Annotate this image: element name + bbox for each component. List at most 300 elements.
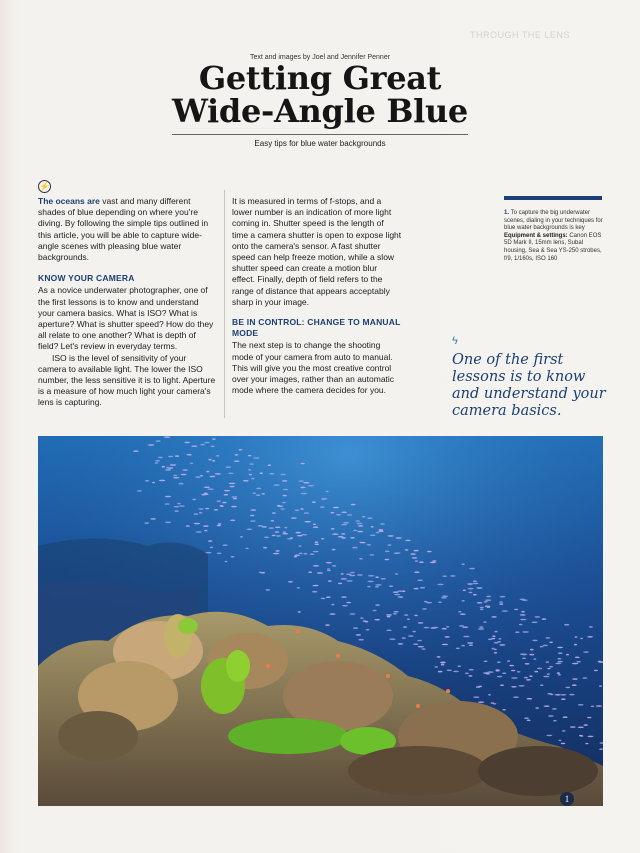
- fish: [496, 670, 500, 672]
- fish: [519, 624, 523, 626]
- bolt-icon: ⚡: [39, 182, 50, 191]
- fish: [599, 748, 603, 750]
- fish: [424, 627, 430, 629]
- fish: [572, 684, 577, 686]
- fish: [578, 704, 584, 706]
- fish: [426, 602, 432, 604]
- fish: [174, 506, 180, 508]
- fish: [192, 499, 196, 501]
- fish: [283, 495, 287, 497]
- fish: [524, 677, 528, 679]
- fish: [208, 540, 212, 542]
- fish: [360, 617, 363, 619]
- fish: [207, 488, 213, 490]
- fish: [152, 482, 155, 484]
- column-divider: [224, 190, 225, 418]
- caption-text: To capture the big underwater scenes, dialing in your techniques for blue water backgrounds is key: [504, 210, 603, 232]
- fish: [537, 668, 542, 670]
- fish: [462, 626, 468, 628]
- fish: [407, 540, 410, 542]
- fish: [378, 530, 383, 532]
- fish: [256, 488, 261, 490]
- body-paragraph: It is measured in terms of f-stops, and a lower number is an indication of more light coming in. Shutter speed is the length of time a camera shutter is open to expose light onto the camera's sensor. A fast shutter speed can help freeze motion, while a slow shutter speed can create a motion blur effect. Finally, depth of field refers to the range of distance that appears acceptably sharp in your image.: [232, 196, 402, 307]
- fish: [527, 698, 533, 700]
- fish: [375, 576, 379, 578]
- fish: [228, 473, 233, 475]
- fish: [269, 473, 274, 475]
- fish: [393, 613, 397, 615]
- fish: [212, 438, 215, 440]
- fish: [261, 572, 265, 574]
- fish: [243, 480, 249, 482]
- fish: [231, 506, 237, 508]
- fish: [421, 648, 425, 650]
- fish: [419, 561, 424, 563]
- fish: [547, 673, 550, 675]
- fish: [414, 615, 418, 617]
- fish: [442, 595, 448, 597]
- fish: [210, 476, 216, 478]
- fish: [370, 554, 375, 556]
- fish: [463, 590, 466, 592]
- fish: [312, 591, 318, 593]
- fish: [362, 516, 366, 518]
- fish: [477, 602, 483, 604]
- fish: [300, 508, 304, 510]
- fish: [212, 460, 215, 462]
- fish: [263, 547, 267, 549]
- fish: [166, 467, 169, 469]
- fish: [462, 563, 465, 565]
- fish: [272, 512, 276, 514]
- fish: [414, 550, 419, 552]
- fish: [412, 557, 418, 559]
- fish: [225, 561, 228, 563]
- fish: [204, 442, 210, 444]
- fish: [313, 551, 319, 553]
- fish: [450, 575, 456, 577]
- body-paragraph: The next step is to change the shooting mode of your camera from auto to manual. This will give you the most creative control over your images, rather than an automatic mode where the camera decides for you.: [232, 340, 395, 396]
- fish: [559, 740, 562, 742]
- fish: [298, 611, 301, 613]
- fish: [594, 670, 598, 672]
- caption-number: 1.: [504, 210, 510, 216]
- fish: [579, 735, 583, 737]
- fish: [210, 547, 213, 549]
- equipment-text: Canon EOS 5D Mark II, 15mm lens, Subal housing, Sea & Sea YS-250 strobes, f/9, 1/160s, ISO 160: [504, 232, 602, 262]
- fish: [312, 501, 316, 503]
- fish: [388, 544, 392, 546]
- fish: [463, 636, 469, 638]
- fish: [303, 482, 309, 484]
- fish: [442, 628, 447, 630]
- fish: [379, 529, 384, 531]
- fish: [294, 556, 297, 558]
- fish: [155, 460, 160, 462]
- fish: [229, 483, 236, 485]
- fish: [210, 446, 214, 448]
- fish: [332, 565, 336, 567]
- column-1: [38, 196, 216, 409]
- fish: [341, 524, 347, 526]
- fish: [478, 628, 484, 630]
- fish: [456, 648, 460, 650]
- fish: [156, 440, 161, 442]
- fish: [529, 654, 534, 656]
- fish: [469, 669, 474, 671]
- fish: [418, 622, 424, 624]
- fish: [530, 649, 534, 651]
- fish: [389, 585, 393, 587]
- fish: [240, 536, 243, 538]
- fish: [303, 553, 307, 555]
- fish: [457, 665, 461, 667]
- fish: [546, 735, 552, 737]
- fish: [534, 671, 538, 673]
- fish: [575, 636, 578, 638]
- fish: [498, 638, 501, 640]
- fish: [175, 455, 179, 457]
- underwater-photo: [38, 436, 603, 806]
- fish: [557, 647, 563, 649]
- fish: [570, 726, 576, 728]
- fish: [329, 613, 335, 615]
- fish: [204, 530, 208, 532]
- fish: [217, 500, 221, 502]
- fish: [290, 537, 293, 539]
- fish: [547, 668, 550, 670]
- fish: [547, 693, 552, 695]
- fish: [262, 526, 267, 528]
- fish: [325, 491, 328, 493]
- fish: [187, 454, 192, 456]
- fish: [365, 621, 368, 623]
- fish: [196, 531, 202, 533]
- fish: [341, 578, 347, 580]
- fish: [388, 535, 394, 537]
- fish: [469, 568, 475, 570]
- fish: [375, 604, 379, 606]
- fish: [235, 454, 239, 456]
- fish: [468, 588, 474, 590]
- fish: [580, 638, 583, 640]
- fish: [180, 483, 183, 485]
- fish: [394, 553, 400, 555]
- fish: [394, 611, 399, 613]
- fish: [301, 463, 305, 465]
- fish: [217, 553, 222, 555]
- fish: [327, 570, 331, 572]
- fish: [321, 498, 327, 500]
- fish: [297, 535, 303, 537]
- fish: [271, 520, 275, 522]
- fish: [168, 456, 173, 458]
- fish: [165, 503, 170, 505]
- fish: [137, 490, 142, 492]
- fish: [165, 496, 171, 498]
- fish: [527, 720, 531, 722]
- fish: [473, 580, 477, 582]
- fish: [370, 535, 376, 537]
- fish: [155, 462, 159, 464]
- fish: [343, 522, 349, 524]
- fish: [198, 508, 203, 510]
- fish: [480, 609, 484, 611]
- fish: [548, 715, 554, 717]
- fish: [587, 636, 593, 638]
- fish: [494, 631, 497, 633]
- fish: [543, 676, 549, 678]
- fish: [583, 651, 589, 653]
- fish: [572, 663, 578, 665]
- fish: [239, 449, 243, 451]
- fish: [483, 621, 486, 623]
- fish: [299, 480, 304, 482]
- fish: [148, 444, 154, 446]
- fish: [282, 502, 286, 504]
- fish: [352, 547, 357, 549]
- fish: [194, 523, 200, 525]
- fish: [473, 583, 479, 585]
- fish: [420, 587, 425, 589]
- fish: [561, 698, 566, 700]
- fish: [558, 674, 561, 676]
- section-heading-manual-mode: BE IN CONTROL: CHANGE TO MANUAL MODE: [232, 317, 401, 339]
- fish: [526, 679, 531, 681]
- fish: [589, 626, 593, 628]
- fish: [511, 686, 517, 688]
- fish: [300, 487, 305, 489]
- fish: [177, 503, 180, 505]
- fish: [245, 548, 248, 550]
- fish: [491, 638, 495, 640]
- fish: [511, 670, 515, 672]
- fish: [215, 473, 221, 475]
- fish: [565, 687, 570, 689]
- fish: [223, 544, 228, 546]
- fish: [320, 506, 325, 508]
- fish: [315, 541, 319, 543]
- fish: [158, 457, 163, 459]
- fish: [276, 535, 281, 537]
- fish: [373, 610, 377, 612]
- fish: [479, 626, 483, 628]
- fish: [533, 658, 536, 660]
- fish: [394, 594, 400, 596]
- fish: [313, 565, 319, 567]
- fish: [467, 642, 473, 644]
- fish: [441, 662, 445, 664]
- fish: [445, 636, 450, 638]
- fish: [282, 533, 288, 535]
- fish: [411, 553, 416, 555]
- fish: [446, 626, 449, 628]
- fish: [200, 444, 204, 446]
- fish: [408, 635, 414, 637]
- fish: [201, 494, 207, 496]
- fish: [513, 696, 519, 698]
- fish: [346, 580, 352, 582]
- fish: [458, 611, 461, 613]
- fish: [467, 583, 473, 585]
- fish: [427, 551, 432, 553]
- fish: [540, 646, 544, 648]
- body-paragraph: As a novice underwater photographer, one of the first lessons is to know and understand your camera basics. What is ISO? What is aperture? What is shutter speed? How do they all relate to one another? What is depth of field? Let's review in everyday terms.: [38, 285, 214, 352]
- fish: [283, 489, 288, 491]
- fish: [441, 664, 445, 666]
- fish: [499, 644, 505, 646]
- fish: [194, 513, 199, 515]
- body-paragraph: ISO is the level of sensitivity of your camera to available light. The lower the ISO number, the less sensitive it is to light. Aperture is a measure of how much light your camera's lens is capturing.: [38, 352, 216, 408]
- fish: [509, 665, 514, 667]
- fish: [560, 694, 566, 696]
- fish: [499, 601, 503, 603]
- running-head-ghost: THROUGH THE LENS: [470, 30, 570, 40]
- fish: [596, 705, 602, 707]
- fish: [546, 661, 549, 663]
- fish: [497, 676, 503, 678]
- fish: [432, 627, 438, 629]
- fish: [226, 466, 232, 468]
- fish: [350, 572, 355, 574]
- fish: [326, 596, 331, 598]
- fish: [522, 631, 529, 633]
- fish: [183, 469, 188, 471]
- fish: [184, 442, 190, 444]
- fish: [186, 525, 190, 527]
- fish: [304, 512, 309, 514]
- title-rule: [172, 134, 468, 135]
- fish: [441, 597, 447, 599]
- fish: [165, 522, 171, 524]
- fish: [557, 661, 563, 663]
- fish: [520, 614, 526, 616]
- fish: [578, 727, 584, 729]
- quote-bolt-icon: ϟ: [452, 335, 458, 347]
- fish: [284, 527, 287, 529]
- fish: [295, 510, 299, 512]
- fish: [561, 743, 566, 745]
- fish: [414, 571, 419, 573]
- fish: [522, 658, 526, 660]
- fish: [576, 661, 580, 663]
- fish: [165, 469, 169, 471]
- fish: [473, 594, 477, 596]
- fish: [555, 694, 561, 696]
- fish: [248, 455, 251, 457]
- fish: [553, 720, 556, 722]
- fish: [521, 654, 527, 656]
- fish: [398, 643, 404, 645]
- fish: [170, 464, 177, 466]
- fish: [144, 522, 149, 524]
- fish: [478, 701, 484, 703]
- fish: [264, 537, 269, 539]
- fish: [317, 572, 323, 574]
- fish: [405, 549, 409, 551]
- equipment-label: Equipment & settings:: [504, 232, 568, 239]
- intro-text: vast and many different shades of blue depending on where you're diving. By following the simple tips outlined in this article, you will be able to capture wide-angle scenes with pleasing blue water backgrounds.: [38, 196, 209, 263]
- fish: [249, 474, 252, 476]
- fish: [469, 644, 473, 646]
- article-title: [0, 59, 640, 130]
- fish: [256, 494, 260, 496]
- fish: [566, 654, 569, 656]
- fish: [543, 645, 548, 647]
- fish: [465, 673, 469, 675]
- fish: [321, 598, 326, 600]
- fish: [350, 537, 355, 539]
- fish: [332, 549, 336, 551]
- fish: [358, 525, 363, 527]
- fish: [366, 629, 370, 631]
- fish: [313, 524, 316, 526]
- fish: [442, 644, 449, 646]
- fish: [386, 614, 392, 616]
- fish: [217, 525, 221, 527]
- fish: [190, 463, 193, 465]
- fish: [511, 677, 518, 679]
- fish: [288, 581, 293, 583]
- fish: [585, 743, 588, 745]
- fish: [258, 525, 262, 527]
- fish: [247, 529, 253, 531]
- fish: [387, 616, 391, 618]
- fish: [529, 675, 532, 677]
- fish: [173, 477, 179, 479]
- fish: [273, 553, 279, 555]
- fish: [542, 618, 547, 620]
- fish: [222, 502, 226, 504]
- fish: [347, 514, 352, 516]
- fish: [313, 526, 319, 528]
- fish: [159, 480, 166, 482]
- fish: [355, 520, 360, 522]
- fish: [191, 445, 197, 447]
- fish: [386, 630, 391, 632]
- fish: [532, 640, 537, 642]
- fish: [564, 624, 569, 626]
- fish: [375, 586, 379, 588]
- fish: [310, 553, 314, 555]
- fish: [414, 588, 419, 590]
- fish: [413, 643, 418, 645]
- fish: [367, 544, 371, 546]
- fish: [385, 551, 390, 553]
- fish: [459, 625, 464, 627]
- fish: [231, 496, 237, 498]
- fish: [341, 512, 347, 514]
- intro-paragraph: [38, 196, 216, 263]
- fish: [453, 671, 459, 673]
- fish: [195, 476, 200, 478]
- fish: [273, 484, 280, 486]
- fish: [540, 684, 543, 686]
- fish: [380, 523, 385, 525]
- fish: [216, 455, 220, 457]
- fish: [308, 485, 314, 487]
- fish: [555, 663, 561, 665]
- fish: [502, 610, 508, 612]
- fish: [518, 685, 524, 687]
- fish: [336, 514, 341, 516]
- fish: [150, 518, 156, 520]
- fish: [298, 545, 301, 547]
- fish: [353, 627, 358, 629]
- fish: [422, 608, 427, 610]
- fish: [396, 537, 402, 539]
- fish: [557, 672, 560, 674]
